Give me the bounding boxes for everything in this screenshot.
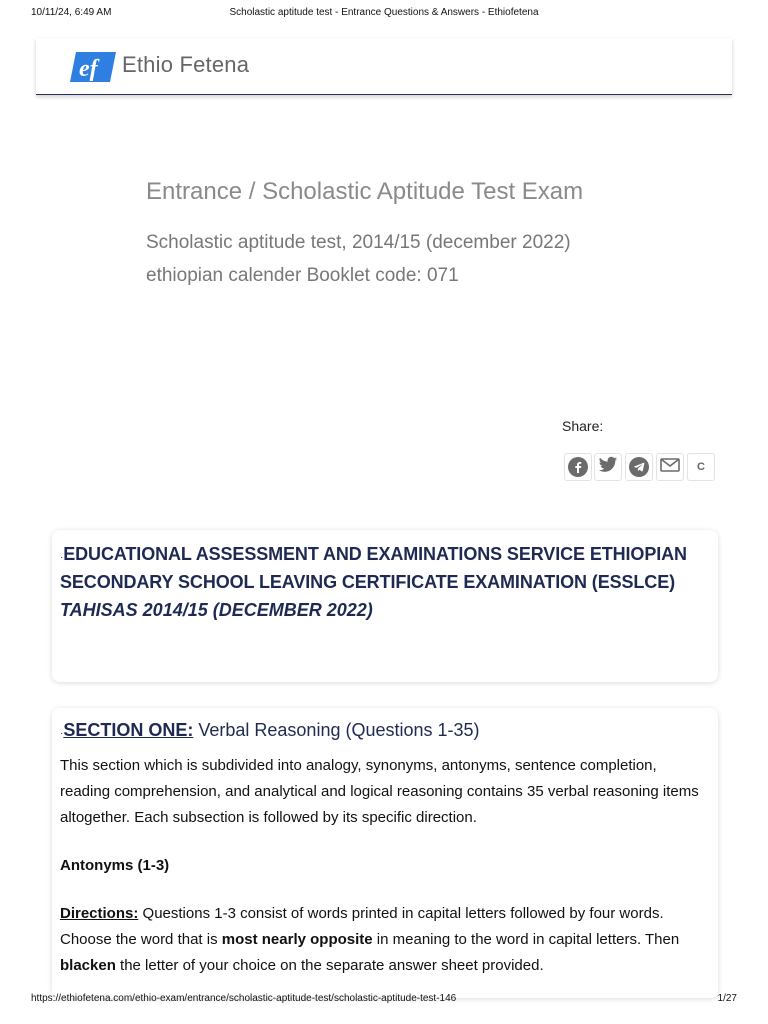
print-header bbox=[0, 0, 768, 22]
brand-name[interactable]: Ethio Fetena bbox=[122, 52, 250, 77]
svg-text:ef: ef bbox=[79, 56, 98, 82]
email-icon bbox=[660, 458, 680, 477]
directions-part-c: in meaning to the word in capital letters. Then bbox=[372, 931, 680, 948]
bullet: · bbox=[60, 728, 64, 739]
exam-authority-heading bbox=[60, 542, 710, 594]
copy-icon: C bbox=[697, 461, 705, 473]
page-subtitle: Scholastic aptitude test, 2014/15 (december 2022) ethiopian calender Booklet code: 071 bbox=[146, 232, 571, 286]
exam-session: TAHISAS 2014/15 (DECEMBER 2022) bbox=[60, 600, 373, 620]
ethio-fetena-logo-icon[interactable] bbox=[70, 50, 118, 84]
exam-authority-text: EDUCATIONAL ASSESSMENT AND EXAMINATIONS SERVICE ETHIOPIAN SECONDARY SCHOOL LEAVING CERTIFICATE EXAMINATION (ESSLCE) bbox=[60, 544, 687, 592]
share-label: Share: bbox=[562, 418, 604, 434]
print-date: 10/11/24, 6:49 AM bbox=[31, 7, 112, 18]
copy-link-button[interactable] bbox=[687, 453, 715, 481]
section-one-card bbox=[52, 708, 718, 998]
section-intro: This section which is subdivided into analogy, synonyms, antonyms, sentence completion, reading comprehension, and analytical and logical reasoning contains 35 verbal reasoning items altogether. Each subsection is followed by its specific direction. bbox=[60, 757, 699, 826]
subsection-title: Antonyms (1-3) bbox=[60, 857, 170, 874]
bullet: · bbox=[60, 552, 64, 563]
telegram-share-button[interactable] bbox=[625, 453, 653, 481]
facebook-share-button[interactable] bbox=[564, 453, 592, 481]
print-footer bbox=[0, 991, 768, 1011]
facebook-icon bbox=[568, 457, 588, 477]
directions-label: Directions: bbox=[60, 905, 139, 922]
print-page-number: 1/27 bbox=[717, 993, 737, 1004]
exam-header-card bbox=[52, 530, 718, 682]
directions-emphasis-1: most nearly opposite bbox=[221, 931, 373, 948]
directions-part-a: Questions 1-3 consist of words printed in capital letters followed by four words. Choose the word that is bbox=[60, 905, 664, 948]
telegram-icon bbox=[629, 457, 649, 477]
section-label: SECTION ONE: bbox=[63, 720, 194, 740]
directions-emphasis-2: blacken bbox=[60, 957, 116, 974]
section-title: Verbal Reasoning (Questions 1-35) bbox=[193, 720, 480, 740]
site-header bbox=[36, 38, 732, 95]
section-heading bbox=[60, 720, 480, 741]
directions-part-e: the letter of your choice on the separate answer sheet provided. bbox=[115, 957, 544, 974]
print-url: https://ethiofetena.com/ethio-exam/entrance/scholastic-aptitude-test/scholastic-aptitude-test-146 bbox=[31, 993, 457, 1004]
page-title: Entrance / Scholastic Aptitude Test Exam bbox=[146, 178, 584, 205]
twitter-share-button[interactable] bbox=[594, 453, 622, 481]
directions-text bbox=[60, 901, 710, 979]
print-title: Scholastic aptitude test - Entrance Questions & Answers - Ethiofetena bbox=[229, 7, 539, 18]
twitter-icon bbox=[598, 456, 618, 479]
email-share-button[interactable] bbox=[656, 453, 684, 481]
